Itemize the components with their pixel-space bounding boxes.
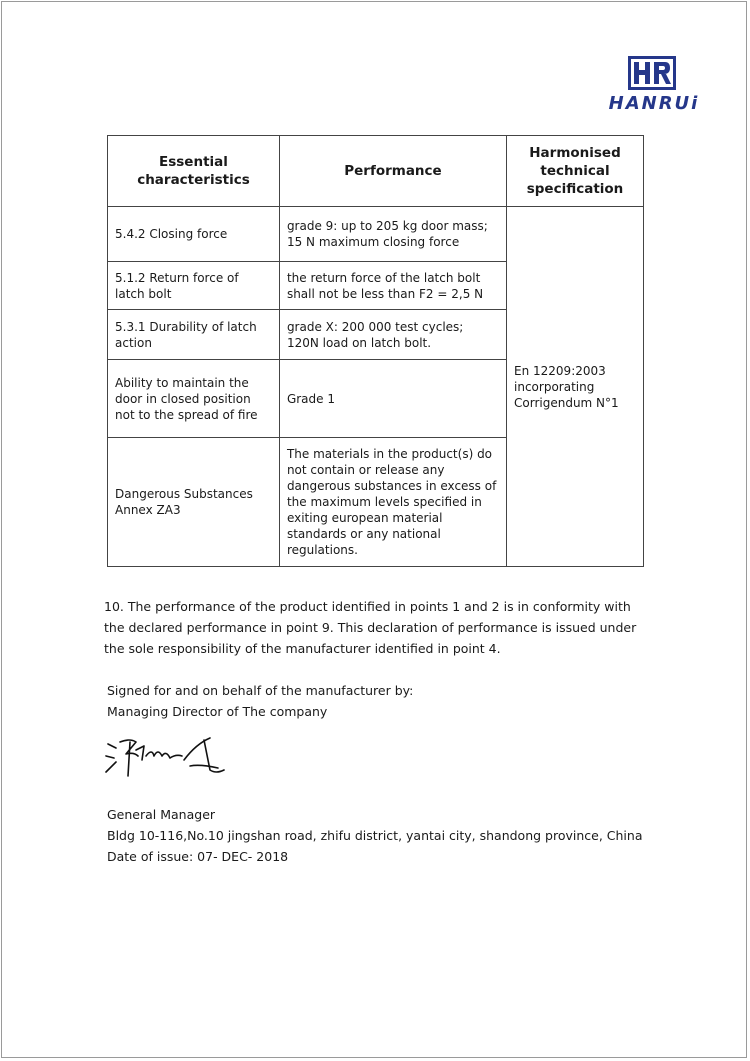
row-performance: grade X: 200 000 test cycles; 120N load on latch bolt.	[279, 310, 506, 360]
specification-cell: En 12209:2003 incorporating Corrigendum N°1	[507, 207, 644, 567]
issuer-details	[107, 804, 647, 867]
row-performance: grade 9: up to 205 kg door mass; 15 N maximum closing force	[279, 207, 506, 262]
logo-wordmark: HANRUi	[608, 93, 700, 114]
logo-mark-icon	[628, 56, 676, 90]
signature-block	[107, 680, 647, 722]
conformity-statement: 10. The performance of the product identified in points 1 and 2 is in conformity with the declared performance in point 9. This declaration of performance is issued under the sole responsibility of the manufacturer identified in point 4.	[104, 599, 637, 656]
row-characteristic: 5.1.2 Return force of latch bolt	[108, 262, 280, 310]
signatory-title: General Manager	[107, 807, 216, 822]
row-performance: Grade 1	[279, 360, 506, 438]
header-performance: Performance	[279, 136, 506, 207]
row-performance: the return force of the latch bolt shall not be less than F2 = 2,5 N	[279, 262, 506, 310]
signatory-role: Managing Director of The company	[107, 704, 328, 719]
company-address: Bldg 10-116,No.10 jingshan road, zhifu district, yantai city, shandong province, China	[107, 828, 643, 843]
date-of-issue: Date of issue: 07- DEC- 2018	[107, 849, 289, 864]
signed-for-line: Signed for and on behalf of the manufacturer by:	[107, 683, 414, 698]
row-characteristic: 5.3.1 Durability of latch action	[108, 310, 280, 360]
row-characteristic: Dangerous Substances Annex ZA3	[108, 438, 280, 567]
row-performance: The materials in the product(s) do not contain or release any dangerous substances in excess of the maximum levels specified in exiting european material standards or any national regulations.	[279, 438, 506, 567]
handwritten-signature	[100, 730, 230, 782]
header-essential-characteristics: Essential characteristics	[108, 136, 280, 207]
performance-table	[107, 135, 644, 567]
header-harmonised-specification: Harmonised technical specification	[507, 136, 644, 207]
table-header-row	[108, 136, 644, 207]
row-characteristic: 5.4.2 Closing force	[108, 207, 280, 262]
company-logo	[604, 56, 704, 116]
table-row	[108, 207, 644, 262]
row-characteristic: Ability to maintain the door in closed position not to the spread of fire	[108, 360, 280, 438]
